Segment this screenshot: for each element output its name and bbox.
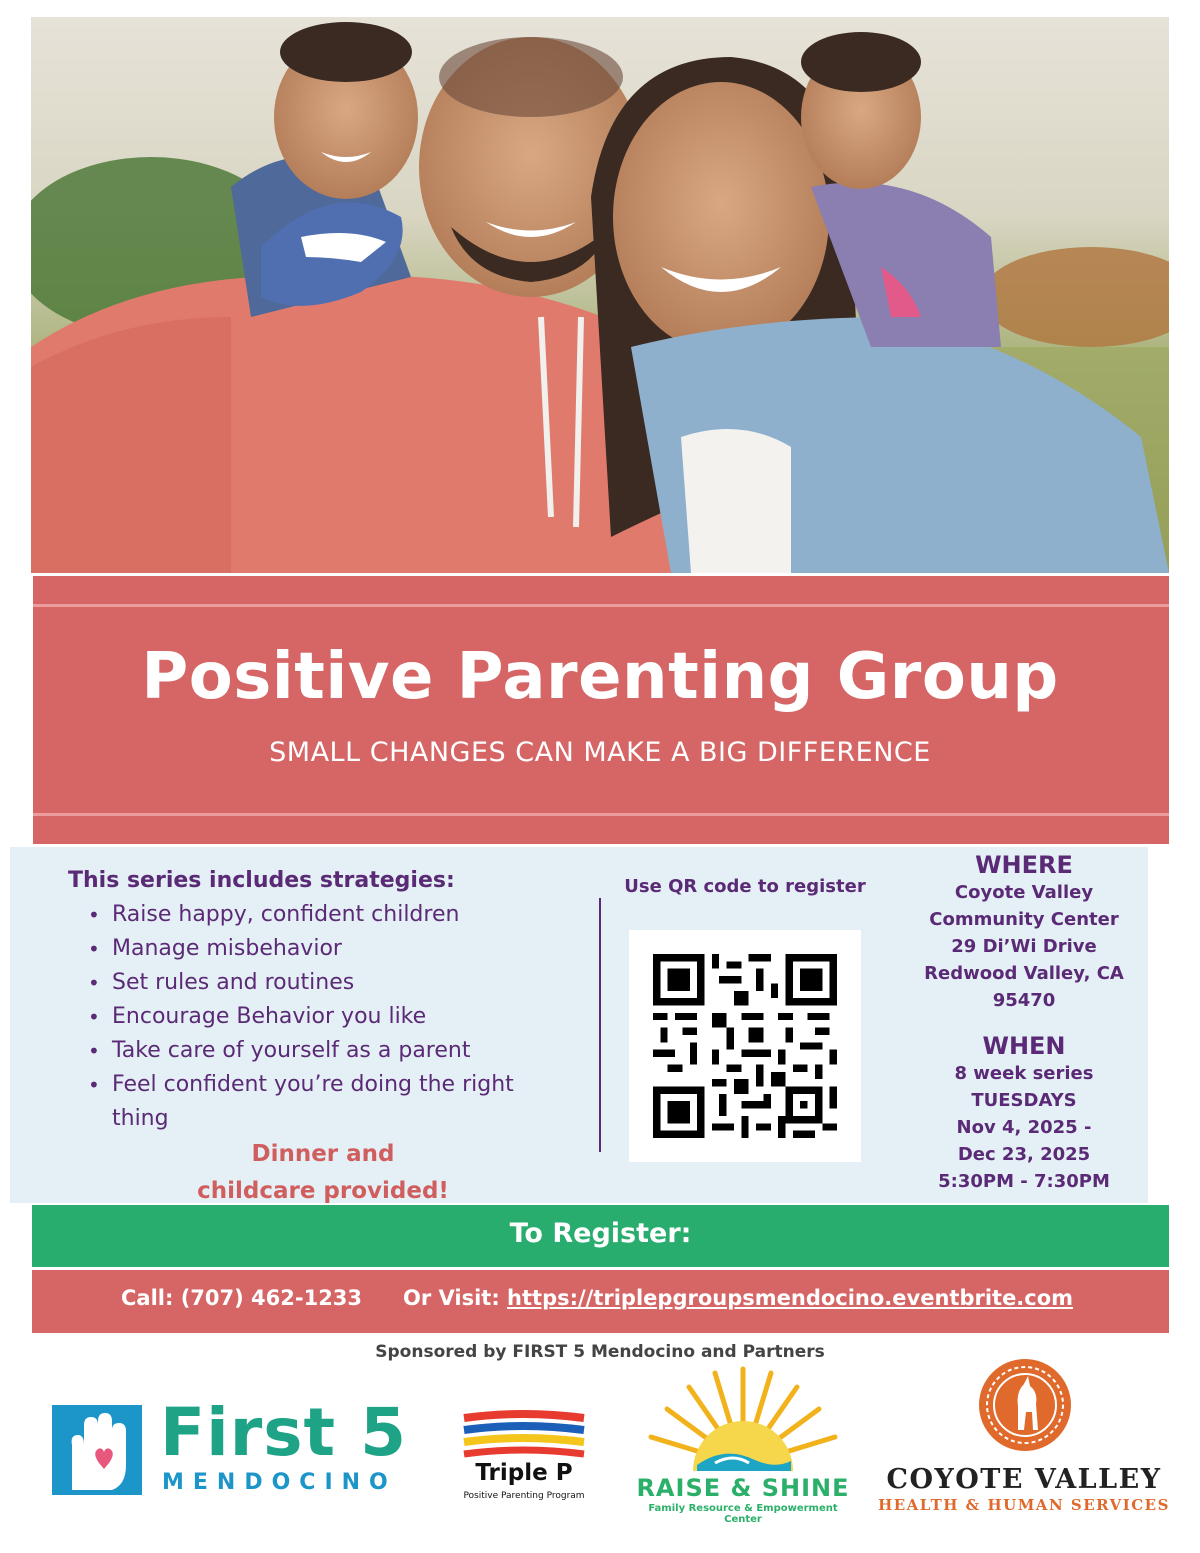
- list-item: • Manage misbehavior: [84, 932, 554, 966]
- when-line: TUESDAYS: [971, 1090, 1077, 1111]
- triplep-logo-name: Triple P: [475, 1460, 573, 1486]
- where-line: 95470: [992, 990, 1056, 1011]
- where-block: [910, 851, 1138, 1014]
- page-subtitle: SMALL CHANGES CAN MAKE A BIG DIFFERENCE: [269, 737, 931, 768]
- triplep-logo-tag: Positive Parenting Program: [463, 1491, 585, 1501]
- list-item: • Set rules and routines: [84, 966, 554, 1000]
- column-divider: [599, 898, 601, 1152]
- when-line: 5:30PM - 7:30PM: [938, 1171, 1110, 1192]
- qr-label: Use QR code to register: [624, 876, 866, 897]
- where-line: Redwood Valley, CA: [924, 963, 1124, 984]
- visit-line: Or Visit: https://triplepgroupsmendocino.eventbrite.com: [403, 1286, 1074, 1310]
- list-item: • Encourage Behavior you like: [84, 1000, 554, 1034]
- coyote-emblem-icon: [978, 1358, 1072, 1452]
- eventbrite-link[interactable]: https://triplepgroupsmendocino.eventbrite.com: [507, 1286, 1074, 1310]
- raise-shine-logo-tag: Family Resource & Empowerment Center: [648, 1503, 838, 1525]
- banner-bottom-rule: [33, 813, 1169, 816]
- first5-logo-name: First 5: [160, 1394, 407, 1471]
- when-line: 8 week series: [954, 1063, 1094, 1084]
- raise-shine-logo-name: RAISE & SHINE: [636, 1474, 850, 1502]
- qr-code[interactable]: [629, 930, 861, 1162]
- where-line: Community Center: [929, 909, 1119, 930]
- bullet-icon: •: [88, 1039, 100, 1063]
- first5-hand-icon: [52, 1405, 142, 1495]
- where-heading: WHERE: [975, 851, 1073, 879]
- qr-code-icon: [653, 954, 837, 1138]
- bullet-icon: •: [88, 937, 100, 961]
- coyote-logo-tag: HEALTH & HUMAN SERVICES: [878, 1496, 1170, 1514]
- family-photo: [31, 17, 1169, 573]
- raise-shine-sun-icon: [645, 1365, 841, 1471]
- bullet-icon: •: [88, 971, 100, 995]
- triplep-stripes-icon: [462, 1410, 586, 1460]
- where-line: 29 Di’Wi Drive: [951, 936, 1097, 957]
- contact-bar: [32, 1270, 1169, 1333]
- page-title: Positive Parenting Group: [141, 640, 1059, 714]
- when-block: [910, 1032, 1138, 1195]
- list-item: • Take care of yourself as a parent: [84, 1034, 554, 1068]
- first5-logo-sub: MENDOCINO: [162, 1470, 397, 1495]
- strategies-heading: This series includes strategies:: [68, 868, 455, 893]
- register-heading: To Register:: [32, 1205, 1169, 1267]
- list-item: • Feel confident you’re doing the right thing: [84, 1068, 554, 1136]
- when-line: Dec 23, 2025: [957, 1144, 1091, 1165]
- dinner-childcare-note: Dinner and childcare provided!: [197, 1141, 449, 1204]
- strategies-list: [84, 898, 554, 1136]
- phone-number[interactable]: Call: (707) 462-1233: [121, 1286, 363, 1310]
- list-item: • Raise happy, confident children: [84, 898, 554, 932]
- when-heading: WHEN: [982, 1032, 1066, 1060]
- bullet-icon: •: [88, 903, 100, 927]
- sponsor-text: Sponsored by FIRST 5 Mendocino and Partners: [375, 1342, 825, 1362]
- when-line: Nov 4, 2025 -: [956, 1117, 1092, 1138]
- bullet-icon: •: [88, 1005, 100, 1029]
- coyote-logo-name: COYOTE VALLEY: [886, 1464, 1162, 1495]
- banner-top-rule: [33, 604, 1169, 607]
- where-line: Coyote Valley: [954, 882, 1094, 903]
- bullet-icon: •: [88, 1073, 100, 1097]
